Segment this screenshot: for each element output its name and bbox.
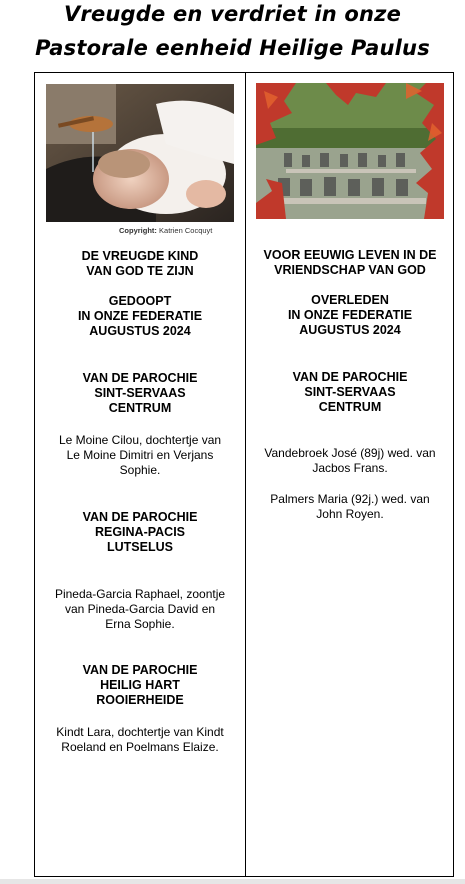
parish-heading: VAN DE PAROCHIE REGINA-PACIS LUTSELUS xyxy=(82,510,198,554)
page-title-line2: Pastorale eenheid Heilige Paulus xyxy=(35,36,430,60)
baptism-photo-icon xyxy=(46,84,234,222)
baptism-subheading: GEDOOPT IN ONZE FEDERATIE AUGUSTUS 2024 xyxy=(77,294,203,338)
deceased-column xyxy=(246,72,454,877)
list-item: Pineda-Garcia Raphael, zoontje van Pineda-Garcia David en Erna Sophie. xyxy=(54,587,226,631)
page-bottom-edge xyxy=(0,879,465,884)
list-item: Kindt Lara, dochtertje van Kindt Roeland en Poelmans Elaize. xyxy=(56,725,224,754)
baptism-intro: DE VREUGDE KIND VAN GOD TE ZIJN xyxy=(81,249,199,278)
list-item: Palmers Maria (92j.) wed. van John Royen. xyxy=(270,492,430,521)
deceased-subheading: OVERLEDEN IN ONZE FEDERATIE AUGUSTUS 2024 xyxy=(287,293,413,337)
cemetery-photo-icon xyxy=(256,83,444,219)
photo-copyright: Copyright: Katrien Cocquyt xyxy=(119,226,213,235)
page-title-line1: Vreugde en verdriet in onze xyxy=(63,2,402,26)
baptism-column xyxy=(35,72,245,877)
deceased-intro: VOOR EEUWIG LEVEN IN DE VRIENDSCHAP VAN GOD xyxy=(263,248,437,277)
list-item: Le Moine Cilou, dochtertje van Le Moine Dimitri en Verjans Sophie. xyxy=(58,433,222,477)
list-item: Vandebroek José (89j) wed. van Jacbos Frans. xyxy=(264,446,436,475)
parish-heading: VAN DE PAROCHIE HEILIG HART ROOIERHEIDE xyxy=(82,663,198,707)
parish-heading: VAN DE PAROCHIE SINT-SERVAAS CENTRUM xyxy=(292,370,408,414)
parish-heading: VAN DE PAROCHIE SINT-SERVAAS CENTRUM xyxy=(82,371,198,415)
